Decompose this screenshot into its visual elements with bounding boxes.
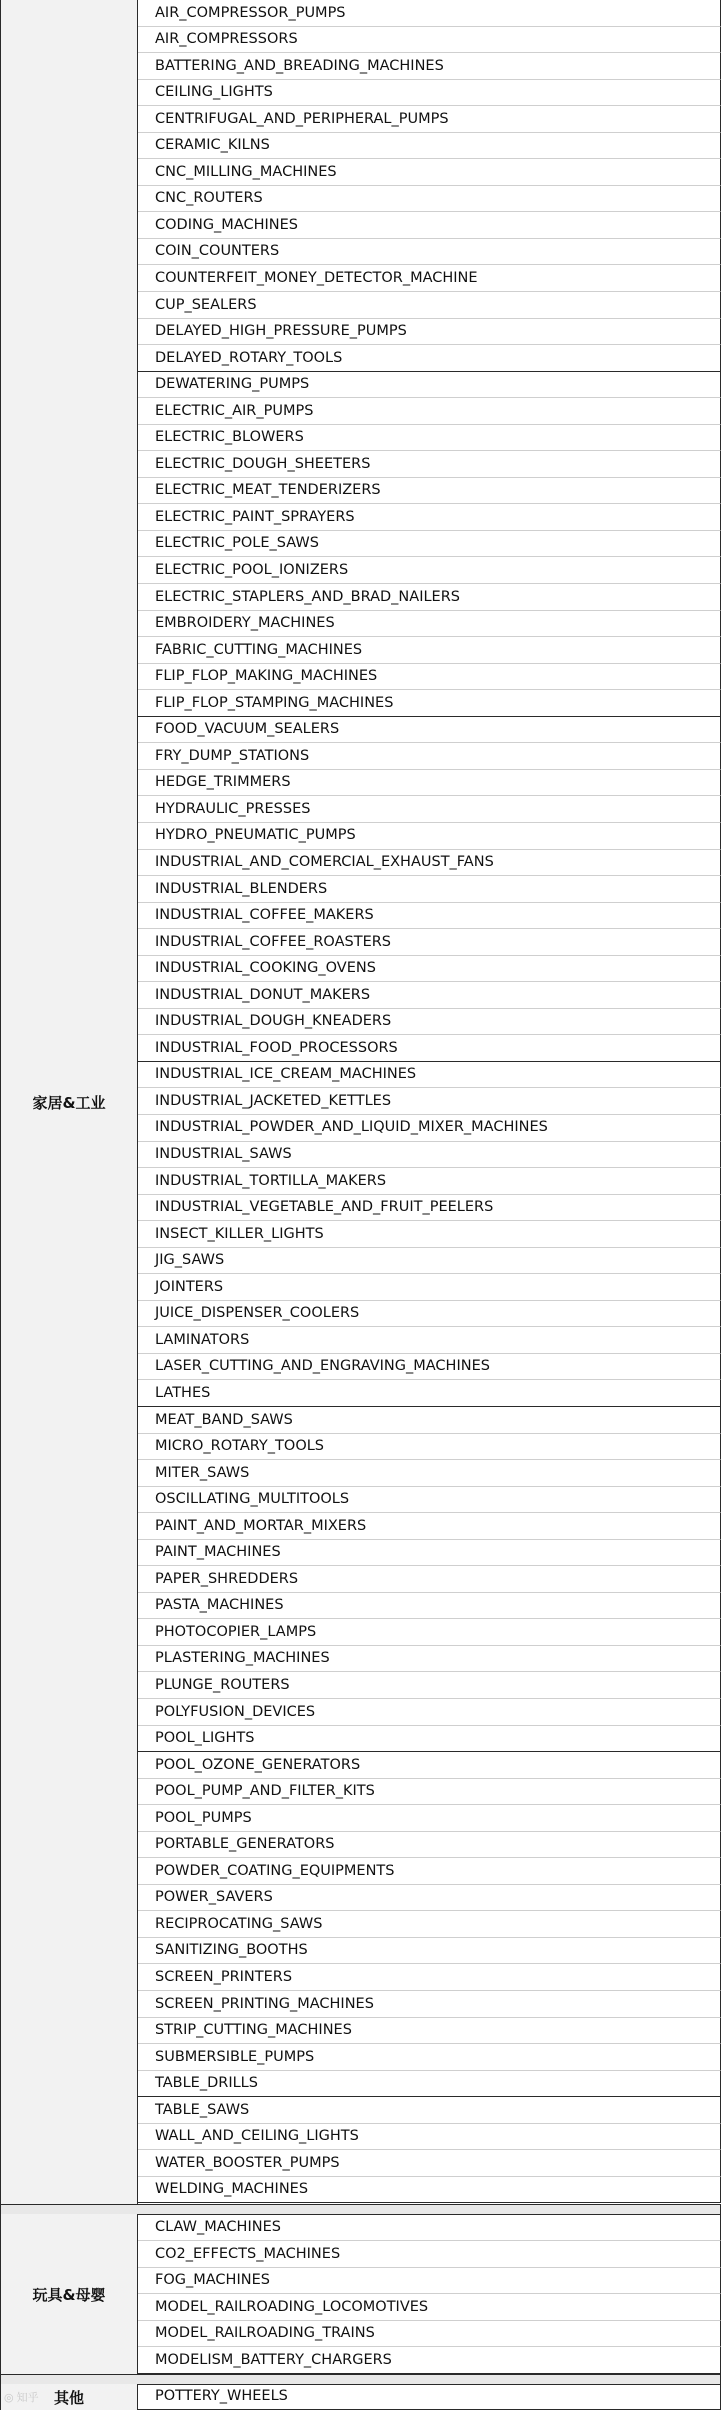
list-item: JUICE_DISPENSER_COOLERS bbox=[138, 1301, 721, 1328]
list-item: INDUSTRIAL_TORTILLA_MAKERS bbox=[138, 1168, 721, 1195]
list-item: INDUSTRIAL_DONUT_MAKERS bbox=[138, 982, 721, 1009]
list-item: PAINT_AND_MORTAR_MIXERS bbox=[138, 1513, 721, 1540]
list-item: ELECTRIC_AIR_PUMPS bbox=[138, 398, 721, 425]
list-item: SUBMERSIBLE_PUMPS bbox=[138, 2044, 721, 2071]
list-item: PORTABLE_GENERATORS bbox=[138, 1832, 721, 1859]
list-item: RECIPROCATING_SAWS bbox=[138, 1911, 721, 1938]
list-item: DELAYED_HIGH_PRESSURE_PUMPS bbox=[138, 319, 721, 346]
item-list bbox=[138, 2384, 721, 2410]
list-item: INDUSTRIAL_VEGETABLE_AND_FRUIT_PEELERS bbox=[138, 1195, 721, 1222]
zhihu-logo-icon: ◎ bbox=[4, 2390, 14, 2404]
list-item: CNC_MILLING_MACHINES bbox=[138, 159, 721, 186]
list-item: JOINTERS bbox=[138, 1274, 721, 1301]
list-item: PLASTERING_MACHINES bbox=[138, 1646, 721, 1673]
list-item: CODING_MACHINES bbox=[138, 212, 721, 239]
list-item: ELECTRIC_DOUGH_SHEETERS bbox=[138, 451, 721, 478]
list-item: MODEL_RAILROADING_LOCOMOTIVES bbox=[138, 2294, 721, 2321]
list-item: POOL_LIGHTS bbox=[138, 1726, 721, 1753]
category-cell: 其他 bbox=[0, 2384, 138, 2410]
list-item: INDUSTRIAL_COFFEE_MAKERS bbox=[138, 903, 721, 930]
list-item: HEDGE_TRIMMERS bbox=[138, 770, 721, 797]
list-item: INDUSTRIAL_POWDER_AND_LIQUID_MIXER_MACHINES bbox=[138, 1115, 721, 1142]
list-item: CEILING_LIGHTS bbox=[138, 80, 721, 107]
list-item: FRY_DUMP_STATIONS bbox=[138, 743, 721, 770]
list-item: WELDING_MACHINES bbox=[138, 2177, 721, 2204]
list-item: COIN_COUNTERS bbox=[138, 239, 721, 266]
list-item: INDUSTRIAL_COOKING_OVENS bbox=[138, 956, 721, 983]
list-item: INDUSTRIAL_FOOD_PROCESSORS bbox=[138, 1035, 721, 1062]
list-item: PHOTOCOPIER_LAMPS bbox=[138, 1619, 721, 1646]
list-item: POOL_OZONE_GENERATORS bbox=[138, 1752, 721, 1779]
list-item: SCREEN_PRINTERS bbox=[138, 1964, 721, 1991]
list-item: SANITIZING_BOOTHS bbox=[138, 1938, 721, 1965]
list-item: MITER_SAWS bbox=[138, 1460, 721, 1487]
watermark bbox=[4, 2388, 96, 2406]
list-item: ELECTRIC_BLOWERS bbox=[138, 425, 721, 452]
list-item: ELECTRIC_PAINT_SPRAYERS bbox=[138, 504, 721, 531]
list-item: AIR_COMPRESSOR_PUMPS bbox=[138, 0, 721, 27]
list-item: TABLE_SAWS bbox=[138, 2097, 721, 2124]
list-item: COUNTERFEIT_MONEY_DETECTOR_MACHINE bbox=[138, 265, 721, 292]
list-item: DELAYED_ROTARY_TOOLS bbox=[138, 345, 721, 372]
list-item: BATTERING_AND_BREADING_MACHINES bbox=[138, 53, 721, 80]
list-item: INDUSTRIAL_BLENDERS bbox=[138, 876, 721, 903]
list-item: JIG_SAWS bbox=[138, 1248, 721, 1275]
list-item: CENTRIFUGAL_AND_PERIPHERAL_PUMPS bbox=[138, 106, 721, 133]
list-item: PLUNGE_ROUTERS bbox=[138, 1672, 721, 1699]
list-item: INDUSTRIAL_COFFEE_ROASTERS bbox=[138, 929, 721, 956]
list-item: INDUSTRIAL_JACKETED_KETTLES bbox=[138, 1088, 721, 1115]
list-item: INDUSTRIAL_SAWS bbox=[138, 1142, 721, 1169]
list-item: PAPER_SHREDDERS bbox=[138, 1566, 721, 1593]
list-item: FOOD_VACUUM_SEALERS bbox=[138, 717, 721, 744]
list-item: MEAT_BAND_SAWS bbox=[138, 1407, 721, 1434]
list-item: INDUSTRIAL_DOUGH_KNEADERS bbox=[138, 1009, 721, 1036]
list-item: POOL_PUMPS bbox=[138, 1805, 721, 1832]
list-item: LAMINATORS bbox=[138, 1327, 721, 1354]
list-item: ELECTRIC_POOL_IONIZERS bbox=[138, 557, 721, 584]
list-item: POWER_SAVERS bbox=[138, 1885, 721, 1912]
list-item: CO2_EFFECTS_MACHINES bbox=[138, 2241, 721, 2268]
list-item: POTTERY_WHEELS bbox=[138, 2384, 721, 2410]
list-item: HYDRO_PNEUMATIC_PUMPS bbox=[138, 823, 721, 850]
list-item: POOL_PUMP_AND_FILTER_KITS bbox=[138, 1779, 721, 1806]
list-item: FLIP_FLOP_MAKING_MACHINES bbox=[138, 664, 721, 691]
list-item: INDUSTRIAL_AND_COMERCIAL_EXHAUST_FANS bbox=[138, 850, 721, 877]
list-item: TABLE_DRILLS bbox=[138, 2071, 721, 2098]
list-item: EMBROIDERY_MACHINES bbox=[138, 611, 721, 638]
category-cell: 家居&工业 bbox=[0, 0, 138, 2204]
list-item: CLAW_MACHINES bbox=[138, 2214, 721, 2241]
list-item: ELECTRIC_POLE_SAWS bbox=[138, 531, 721, 558]
list-item: MICRO_ROTARY_TOOLS bbox=[138, 1434, 721, 1461]
list-item: PASTA_MACHINES bbox=[138, 1593, 721, 1620]
list-item: FABRIC_CUTTING_MACHINES bbox=[138, 637, 721, 664]
list-item: FOG_MACHINES bbox=[138, 2268, 721, 2295]
list-item: LASER_CUTTING_AND_ENGRAVING_MACHINES bbox=[138, 1354, 721, 1381]
list-item: WALL_AND_CEILING_LIGHTS bbox=[138, 2124, 721, 2151]
category-cell: 玩具&母婴 bbox=[0, 2214, 138, 2373]
list-item: POWDER_COATING_EQUIPMENTS bbox=[138, 1858, 721, 1885]
list-item: MODEL_RAILROADING_TRAINS bbox=[138, 2321, 721, 2348]
list-item: INSECT_KILLER_LIGHTS bbox=[138, 1221, 721, 1248]
list-item: CNC_ROUTERS bbox=[138, 186, 721, 213]
section-toys-baby bbox=[0, 2214, 721, 2373]
list-item: FLIP_FLOP_STAMPING_MACHINES bbox=[138, 690, 721, 717]
list-item: STRIP_CUTTING_MACHINES bbox=[138, 2018, 721, 2045]
list-item: DEWATERING_PUMPS bbox=[138, 372, 721, 399]
list-item: OSCILLATING_MULTITOOLS bbox=[138, 1487, 721, 1514]
list-item: CERAMIC_KILNS bbox=[138, 133, 721, 160]
list-item: CUP_SEALERS bbox=[138, 292, 721, 319]
item-list bbox=[138, 2214, 721, 2373]
list-item: SCREEN_PRINTING_MACHINES bbox=[138, 1991, 721, 2018]
list-item: HYDRAULIC_PRESSES bbox=[138, 796, 721, 823]
list-item: WATER_BOOSTER_PUMPS bbox=[138, 2150, 721, 2177]
list-item: LATHES bbox=[138, 1380, 721, 1407]
section-other bbox=[0, 2384, 721, 2410]
list-item: INDUSTRIAL_ICE_CREAM_MACHINES bbox=[138, 1062, 721, 1089]
list-item: PAINT_MACHINES bbox=[138, 1540, 721, 1567]
list-item: MODELISM_BATTERY_CHARGERS bbox=[138, 2347, 721, 2374]
list-item: AIR_COMPRESSORS bbox=[138, 27, 721, 54]
list-item: ELECTRIC_MEAT_TENDERIZERS bbox=[138, 478, 721, 505]
item-list bbox=[138, 0, 721, 2204]
watermark-text: 知乎 bbox=[16, 2391, 39, 2404]
list-item: ELECTRIC_STAPLERS_AND_BRAD_NAILERS bbox=[138, 584, 721, 611]
list-item: POLYFUSION_DEVICES bbox=[138, 1699, 721, 1726]
